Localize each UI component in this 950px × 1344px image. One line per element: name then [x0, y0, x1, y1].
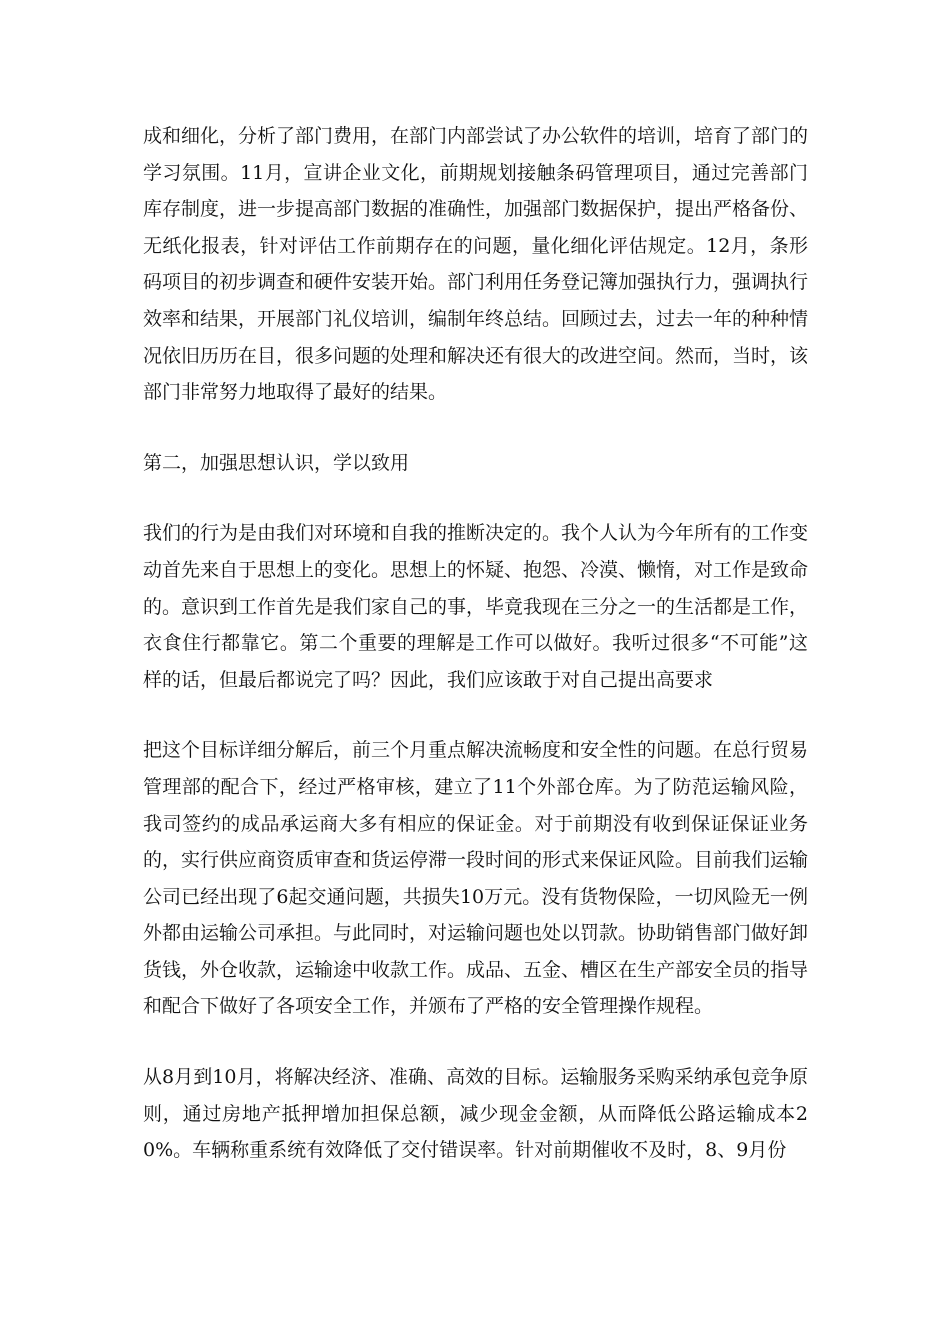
paragraph-aug-oct: 从8月到10月，将解决经济、准确、高效的目标。运输服务采购采纳承包竞争原则，通过房地产抵押增加担保总额，减少现金金额，从而降低公路运输成本20%。车辆称重系统有效降低了交付错误率。针对前期催收不及时，8、9月份 [143, 1066, 808, 1162]
paragraph-goal-breakdown: 把这个目标详细分解后，前三个月重点解决流畅度和安全性的问题。在总行贸易管理部的配合下，经过严格审核，建立了11个外部仓库。为了防范运输风险，我司签约的成品承运商大多有相应的保证金。对于前期没有收到保证保证业务的，实行供应商资质审查和货运停滞一段时间的形式来保证风险。目前我们运输公司已经出现了6起交通问题，共损失10万元。没有货物保险，一切风险无一例外都由运输公司承担。与此同时，对运输问题也处以罚款。协助销售部门做好卸货钱，外仓收款，运输途中收款工作。成品、五金、槽区在生产部安全员的指导和配合下做好了各项安全工作，并颁布了严格的安全管理操作规程。 [143, 739, 809, 1018]
section-heading: 第二，加强思想认识，学以致用 [143, 451, 410, 474]
paragraph-mindset: 我们的行为是由我们对环境和自我的推断决定的。我个人认为今年所有的工作变动首先来自于思想上的变化。思想上的怀疑、抱怨、冷漠、懒惰，对工作是致命的。意识到工作首先是我们家自己的事，毕竟我现在三分之一的生活都是工作，衣食住行都靠它。第二个重要的理解是工作可以做好。我听过很多“不可能”这样的话，但最后都说完了吗？因此，我们应该敢于对自己提出高要求 [143, 522, 809, 691]
document-body [143, 118, 808, 1203]
paragraph-work-review: 成和细化，分析了部门费用，在部门内部尝试了办公软件的培训，培育了部门的学习氛围。11月，宣讲企业文化，前期规划接触条码管理项目，通过完善部门库存制度，进一步提高部门数据的准确性，加强部门数据保护，提出严格备份、无纸化报表，针对评估工作前期存在的问题，量化细化评估规定。12月，条形码项目的初步调查和硬件安装开始。部门利用任务登记簿加强执行力，强调执行效率和结果，开展部门礼仪培训，编制年终总结。回顾过去，过去一年的种种情况依旧历历在目，很多问题的处理和解决还有很大的改进空间。然而，当时，该部门非常努力地取得了最好的结果。 [143, 125, 809, 404]
